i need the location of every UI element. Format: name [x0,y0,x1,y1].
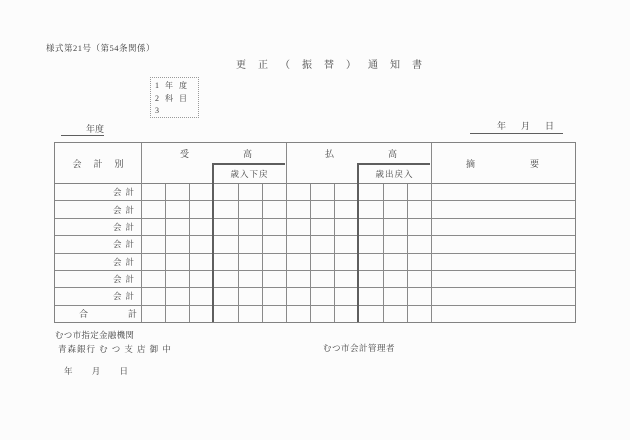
row-label: 会計 [112,239,138,250]
table-row [55,271,575,288]
row-label: 会計 [112,291,138,302]
grid-line-v [165,184,166,322]
date-blank-bottom [64,365,128,377]
header-payments: 払 高 [325,148,397,159]
grid-line-h-bold [212,163,285,165]
form-number: 様式第21号（第54条関係） [46,43,156,53]
table-row [55,184,575,201]
year-label: 年 [497,121,507,131]
grid-line-h-bold [357,163,430,165]
header-receipts-refund-sub: 歳入下戻 [230,169,269,179]
correction-notice-table [54,142,576,323]
legend-line-1: 1 年 度 [155,81,187,90]
grid-line-v [286,143,287,322]
bank-addressee-label: 青森銀行 む つ 支 店 御 中 [58,344,172,354]
legend-box [150,77,199,118]
designated-institution-label: むつ市指定金融機関 [55,330,135,340]
grid-line-v [141,143,142,322]
table-row [55,288,575,305]
row-label: 会計 [112,187,138,198]
grid-line-v [407,184,408,322]
grid-line-v [431,143,432,322]
table-row [55,219,575,236]
header-receipts: 受 高 [180,148,252,159]
fiscal-year-blank [61,123,104,136]
month-label: 月 [520,121,530,131]
table-row [55,201,575,218]
table-body [55,184,575,322]
row-label: 会計 [112,274,138,285]
grid-line-v [383,184,384,322]
table-row [55,254,575,271]
table-total-row [55,306,575,322]
table-header [55,143,575,184]
grid-line-v-bold [357,163,359,322]
grid-line-v [238,184,239,322]
header-remarks: 摘 要 [466,159,539,169]
grid-line-v-bold [212,163,214,322]
month-label: 月 [91,366,101,376]
grid-line-v [262,184,263,322]
row-label: 会計 [112,256,138,267]
grid-line-v [189,184,190,322]
legend-line-3: 3 [155,106,159,115]
day-label: 日 [119,366,128,376]
total-label: 合 計 [79,309,137,320]
header-payments-refund-sub: 歳出戻入 [375,169,414,179]
legend-line-2: 2 科 目 [155,93,187,103]
year-label: 年 [64,366,73,376]
header-account-type: 会計別 [72,159,136,169]
row-label: 会計 [112,204,138,215]
grid-line-v [310,184,311,322]
fiscal-year-label: 年度 [85,124,104,134]
account-manager-label: むつ市会計管理者 [323,343,396,353]
table-row [55,236,575,253]
grid-line-v [334,184,335,322]
date-blank-top [470,120,563,134]
row-label: 会計 [112,221,138,232]
page-title: 更正（振替）通知書 [236,60,434,71]
day-label: 日 [544,121,554,131]
